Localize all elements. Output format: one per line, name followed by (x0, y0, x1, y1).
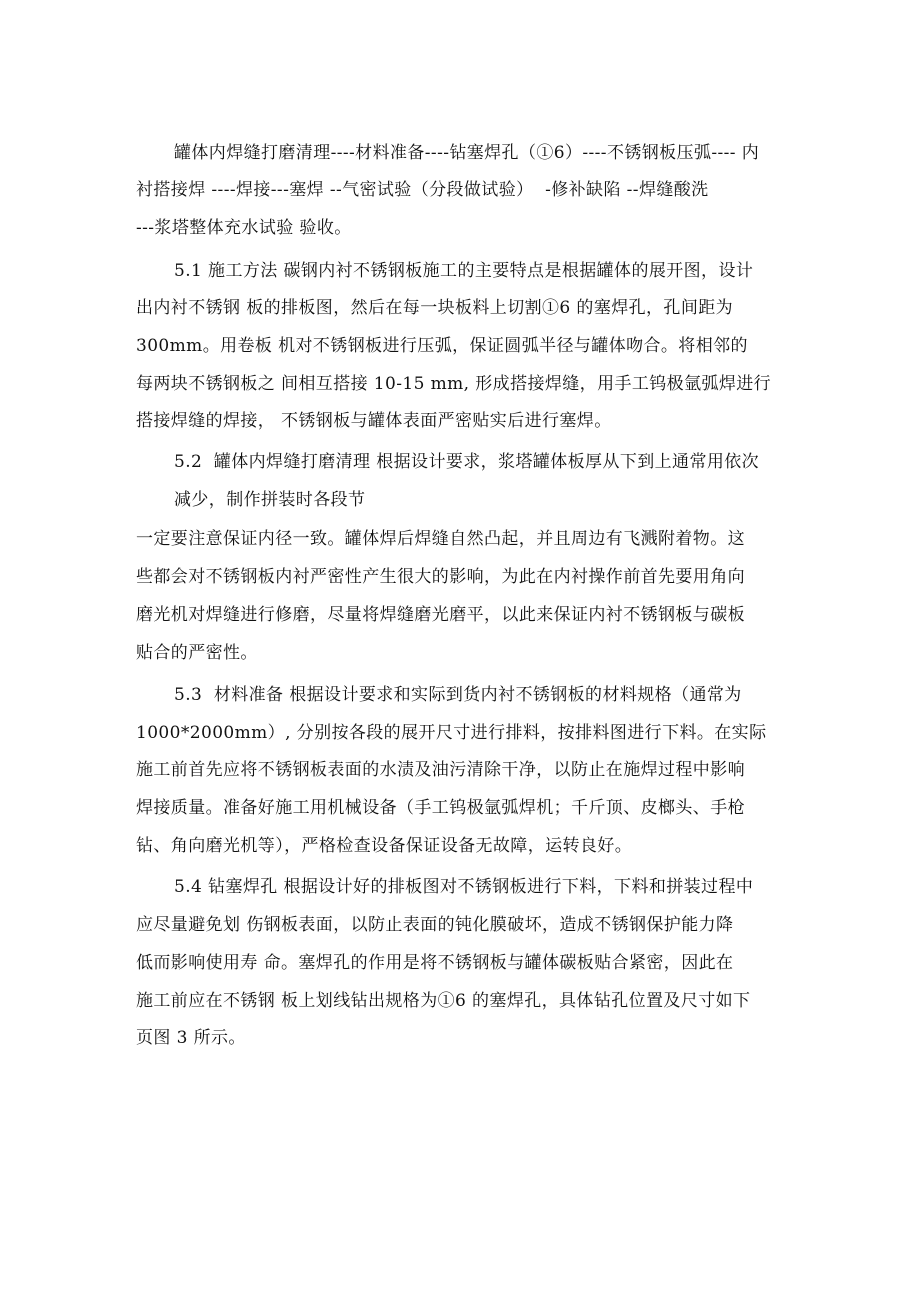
text-line: 施工前首先应将不锈钢板表面的水渍及油污清除干净，以防止在施焊过程中影响 (136, 760, 745, 780)
text-line: 减少，制作拼装时各段节 (174, 490, 366, 510)
text-line: 出内衬不锈钢 板的排板图，然后在每一块板料上切割①6 的塞焊孔，孔间距为 (136, 298, 734, 318)
text-line: 5.2 罐体内焊缝打磨清理 根据设计要求，浆塔罐体板厚从下到上通常用依次 (174, 452, 760, 472)
text-line: ---浆塔整体充水试验 验收。 (136, 218, 352, 238)
text-line: 300mm。用卷板 机对不锈钢板进行压弧，保证圆弧半径与罐体吻合。将相邻的 (136, 336, 748, 356)
text-line: 贴合的严密性。 (136, 643, 258, 663)
text-line: 5.3 材料准备 根据设计要求和实际到货内衬不锈钢板的材料规格（通常为 (174, 685, 742, 705)
text-line: 衬搭接焊 ----焊接---塞焊 --气密试验（分段做试验） -修补缺陷 --焊缝酸洗 (136, 180, 709, 200)
text-line: 搭接焊缝的焊接， 不锈钢板与罐体表面严密贴实后进行塞焊。 (136, 411, 612, 431)
text-line: 一定要注意保证内径一致。罐体焊后焊缝自然凸起，并且周边有飞溅附着物。这 (136, 529, 745, 549)
text-line: 施工前应在不锈钢 板上划线钻出规格为①6 的塞焊孔，具体钻孔位置及尺寸如下 (136, 991, 751, 1011)
text-line: 钻、角向磨光机等），严格检查设备保证设备无故障，运转良好。 (136, 836, 633, 856)
text-line: 低而影响使用寿 命。塞焊孔的作用是将不锈钢板与罐体碳板贴合紧密，因此在 (136, 953, 734, 973)
text-line: 5.4 钻塞焊孔 根据设计好的排板图对不锈钢板进行下料，下料和拼装过程中 (174, 877, 754, 897)
text-line: 应尽量避免划 伤钢板表面，以防止表面的钝化膜破坏，造成不锈钢保护能力降 (136, 915, 734, 935)
text-line: 每两块不锈钢板之 间相互搭接 10-15 mm, 形成搭接焊缝，用手工钨极氩弧焊进行 (136, 374, 772, 394)
text-line: 1000*2000mm）, 分别按各段的展开尺寸进行排料，按排料图进行下料。在实际 (136, 723, 767, 743)
text-line: 磨光机对焊缝进行修磨，尽量将焊缝磨光磨平，以此来保证内衬不锈钢板与碳板 (136, 605, 745, 625)
text-line: 罐体内焊缝打磨清理----材料准备----钻塞焊孔（①6）----不锈钢板压弧---- 内 (174, 143, 760, 163)
text-line: 些都会对不锈钢板内衬严密性产生很大的影响，为此在内衬操作前首先要用角向 (136, 567, 745, 587)
text-line: 焊接质量。准备好施工用机械设备（手工钨极氩弧焊机；千斤顶、皮榔头、手枪 (136, 798, 745, 818)
text-line: 5.1 施工方法 碳钢内衬不锈钢板施工的主要特点是根据罐体的展开图，设计 (174, 261, 754, 281)
text-line: 页图 3 所示。 (136, 1028, 246, 1048)
